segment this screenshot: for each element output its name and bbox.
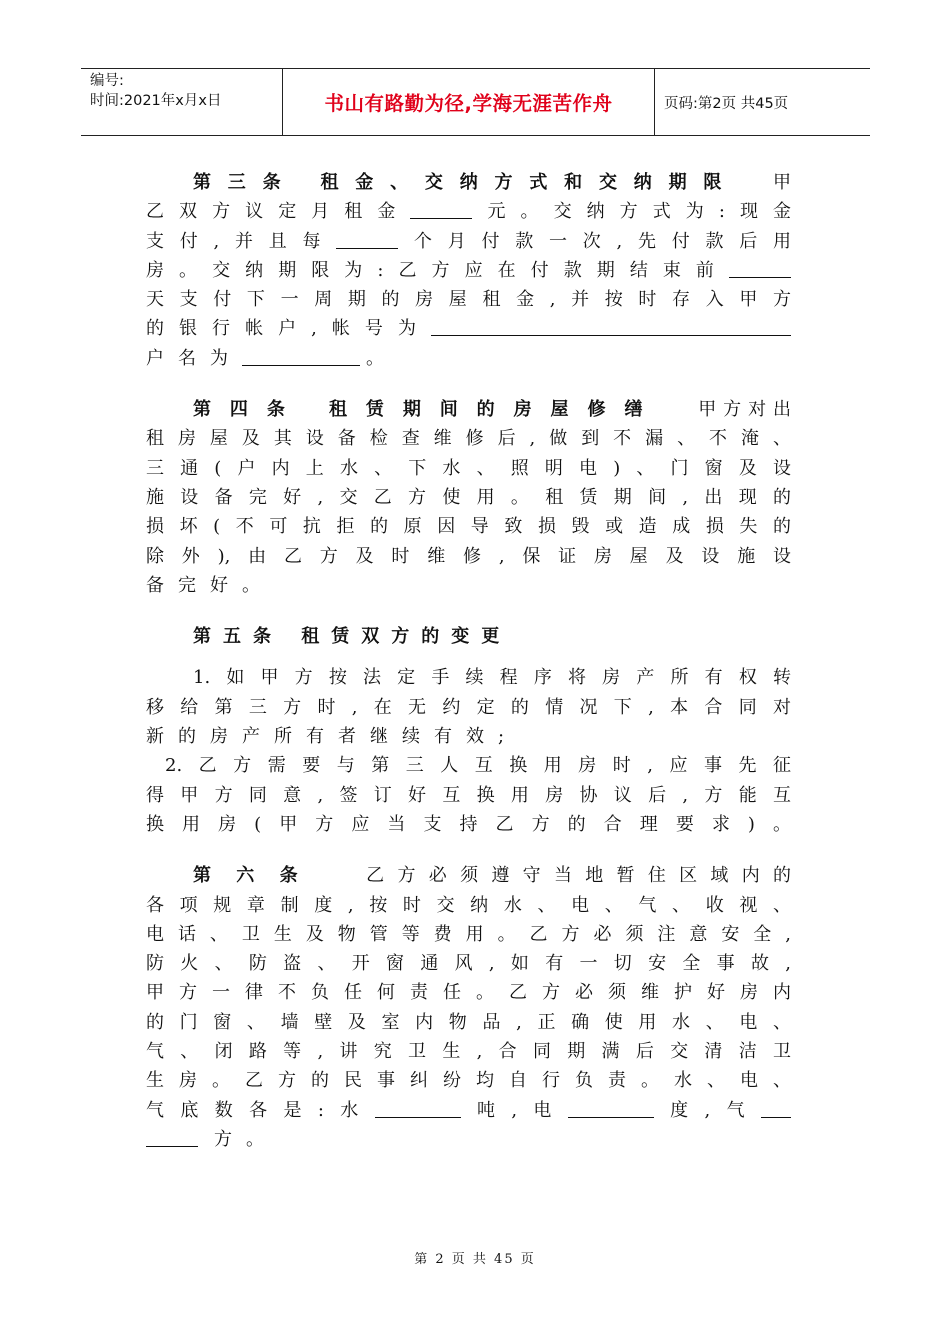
article-6-title: 第六条: [193, 865, 323, 887]
article-5-item-1: 1.如甲方按法定手续程序将房产所有权转: [193, 667, 791, 689]
article-4-line: 损坏(不可抗拒的原因导致损毁或造成损失的: [146, 516, 791, 538]
gas-reading-blank-cont[interactable]: [146, 1128, 198, 1147]
article-4-line: 备完好。: [146, 574, 274, 596]
article-3-line: 户名为 。: [146, 347, 398, 369]
article-3-line: 的银行帐户,帐号为: [146, 314, 791, 343]
article-4-line: 施设备完好,交乙方使用。租赁期间,出现的: [146, 486, 791, 508]
article-5-item-2: 2.乙方需要与第三人互换用房时,应事先征: [165, 755, 791, 777]
page-header: [81, 68, 870, 136]
article-5: [0, 663, 950, 839]
article-4-line: 第四条 租赁期间的房屋修缮 甲方对出: [193, 399, 792, 421]
header-motto-cell: [283, 69, 655, 135]
article-5-title: 第五条 租赁双方的变更: [193, 626, 512, 648]
article-5-heading: [0, 622, 950, 651]
article-5-line: 移给第三方时,在无约定的情况下,本合同对: [146, 696, 791, 718]
article-6-line: 各项规章制度,按时交纳水、电、气、收视、: [146, 894, 791, 916]
article-6-line: 电话、卫生及物管等费用。乙方必须注意安全,: [146, 923, 791, 945]
article-5-line: 得甲方同意,签订好互换用房协议后,方能互: [146, 784, 791, 806]
header-page-info-cell: [655, 69, 870, 135]
water-reading-blank[interactable]: [375, 1099, 461, 1118]
header-meta: [81, 69, 283, 135]
article-4: [0, 395, 950, 600]
article-3-line: 第三条 租金、交纳方式和交纳期限 甲: [193, 172, 792, 193]
article-6-line: 气、闭路等,讲究卫生,合同期满后交清洁卫: [146, 1041, 791, 1063]
article-6-line: 第六条 乙方必须遵守当地暂住区域内的: [193, 865, 792, 887]
article-6-line: 生房。乙方的民事纠纷均自行负责。水、电、: [146, 1070, 791, 1092]
page-footer: 第 2 页 共 45 页: [414, 1252, 536, 1267]
header-page-info: 页码:第2页 共45页: [664, 95, 789, 112]
article-4-line: 租房屋及其设备检查维修后,做到不漏、不淹、: [146, 428, 791, 450]
article-3-title: 第三条 租金、交纳方式和交纳期限: [193, 172, 739, 193]
article-5-line: 新的房产所有者继续有效;: [146, 726, 519, 748]
gas-reading-blank[interactable]: [761, 1099, 791, 1118]
account-name-blank[interactable]: [242, 347, 360, 366]
article-3: [0, 168, 950, 373]
article-3-line: 支付,并且每 个月付款一次,先付款后用: [146, 230, 791, 252]
article-4-line: 除外),由乙方及时维修,保证房屋及设施设: [146, 545, 791, 567]
article-4-line: 三通(户内上水、下水、照明电)、门窗及设: [146, 457, 791, 479]
article-3-line: 乙双方议定月租金 元。交纳方式为:现金: [146, 201, 791, 223]
article-6-line: 的门窗、墙壁及室内物品,正确使用水、电、: [146, 1011, 791, 1033]
header-motto: 书山有路勤为径,学海无涯苦作舟: [324, 92, 613, 115]
article-4-title: 第四条 租赁期间的房屋修缮: [193, 399, 662, 421]
rent-amount-blank[interactable]: [410, 200, 472, 219]
document-body: [0, 168, 950, 1176]
payment-months-blank[interactable]: [336, 230, 398, 249]
article-3-line: 天支付下一周期的房屋租金,并按时存入甲方: [146, 289, 791, 311]
document-date: 时间:2021年x月x日: [90, 93, 222, 109]
article-6: [0, 861, 950, 1154]
article-5-line: 换用房(甲方应当支持乙方的合理要求)。: [146, 813, 791, 835]
electricity-reading-blank[interactable]: [568, 1099, 654, 1118]
article-3-line: 房。交纳期限为:乙方应在付款期结束前: [146, 256, 791, 285]
document-number-label: 编号:: [90, 73, 124, 89]
article-5-line: [193, 622, 791, 651]
article-6-line: 气底数各是:水 吨,电 度,气: [146, 1096, 791, 1125]
article-6-line: 防火、防盗、开窗通风,如有一切安全事故,: [146, 953, 791, 975]
article-6-line: 方。: [146, 1125, 791, 1154]
payment-days-blank[interactable]: [729, 259, 791, 278]
article-6-line: 甲方一律不负任何责任。乙方必须维护好房内: [146, 982, 791, 1004]
bank-account-blank[interactable]: [431, 317, 791, 336]
